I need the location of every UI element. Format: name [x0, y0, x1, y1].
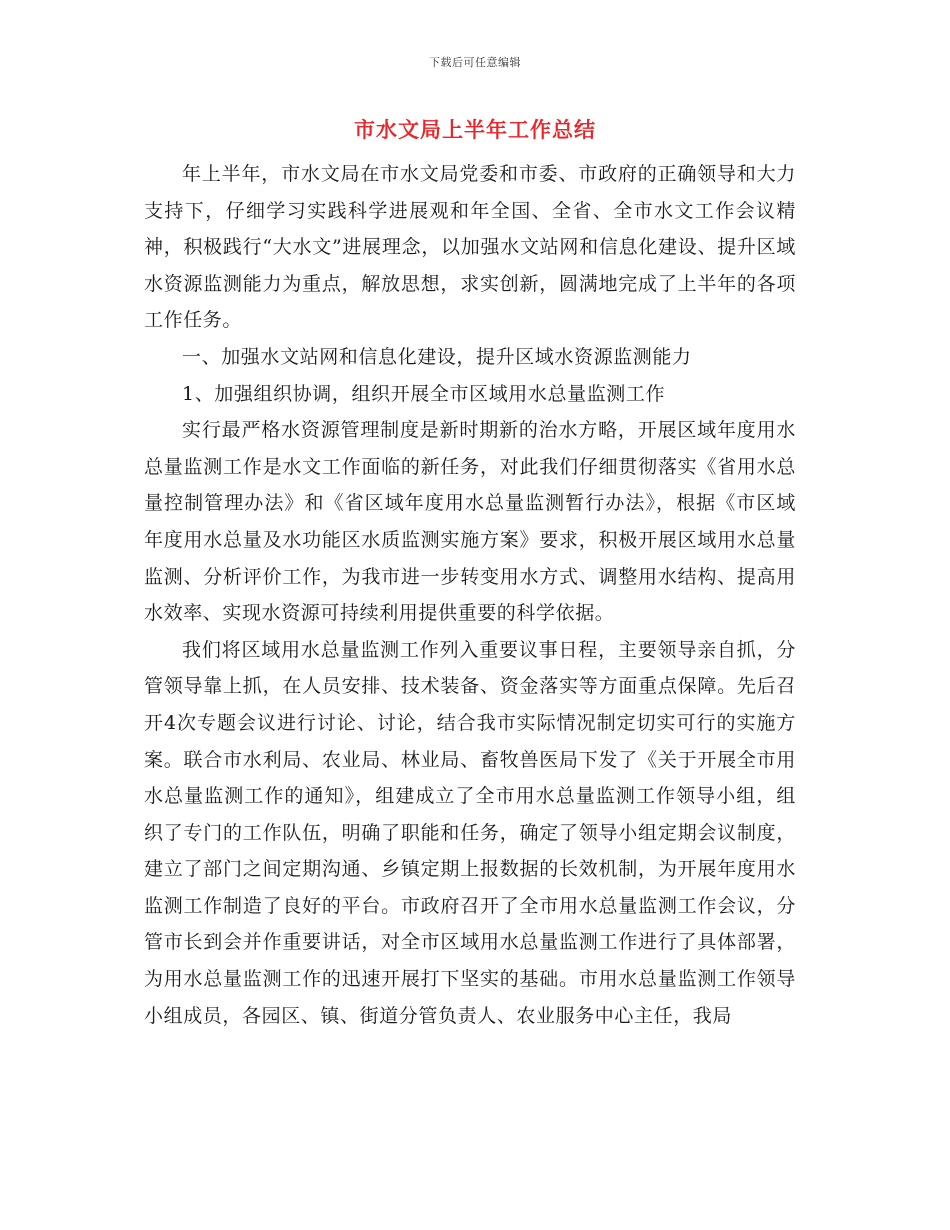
document-title: 市水文局上半年工作总结	[354, 117, 596, 142]
document-body	[144, 156, 796, 1034]
paragraph-policy: 实行最严格水资源管理制度是新时期新的治水方略，开展区域年度用水总量监测工作是水文工作面临的新任务，对此我们仔细贯彻落实《省用水总量控制管理办法》和《省区域年度用水总量监测暂行办法》，根据《市区域年度用水总量及水功能区水质监测实施方案》要求，积极开展区域用水总量监测、分析评价工作，为我市进一步转变用水方式、调整用水结构、提高用水效率、实现水资源可持续利用提供重要的科学依据。	[144, 419, 796, 625]
paragraph-organization: 我们将区域用水总量监测工作列入重要议事日程，主要领导亲自抓，分管领导靠上抓，在人员安排、技术装备、资金落实等方面重点保障。先后召开4次专题会议进行讨论、讨论，结合我市实际情况制定切实可行的实施方案。联合市水利局、农业局、林业局、畜牧兽医局下发了《关于开展全市用水总量监测工作的通知》，组建成立了全市用水总量监测工作领导小组，组织了专门的工作队伍，明确了职能和任务，确定了领导小组定期会议制度，建立了部门之间定期沟通、乡镇定期上报数据的长效机制，为开展年度用水监测工作制造了良好的平台。市政府召开了全市用水总量监测工作会议，分管市长到会并作重要讲话，对全市区域用水总量监测工作进行了具体部署，为用水总量监测工作的迅速开展打下坚实的基础。市用水总量监测工作领导小组成员，各园区、镇、街道分管负责人、农业服务中心主任，我局	[144, 638, 796, 1027]
section-heading-1: 一、加强水文站网和信息化建设，提升区域水资源监测能力	[182, 345, 692, 368]
paragraph-intro: 年上半年，市水文局在市水文局党委和市委、市政府的正确领导和大力支持下，仔细学习实践科学进展观和年全国、全省、全市水文工作会议精神，积极践行“大水文”进展理念，以加强水文站网和信息化建设、提升区域水资源监测能力为重点，解放思想，求实创新，圆满地完成了上半年的各项工作任务。	[144, 163, 796, 332]
subsection-heading-1: 1、加强组织协调，组织开展全市区域用水总量监测工作	[182, 382, 666, 405]
header-note: 下载后可任意编辑	[429, 56, 521, 69]
